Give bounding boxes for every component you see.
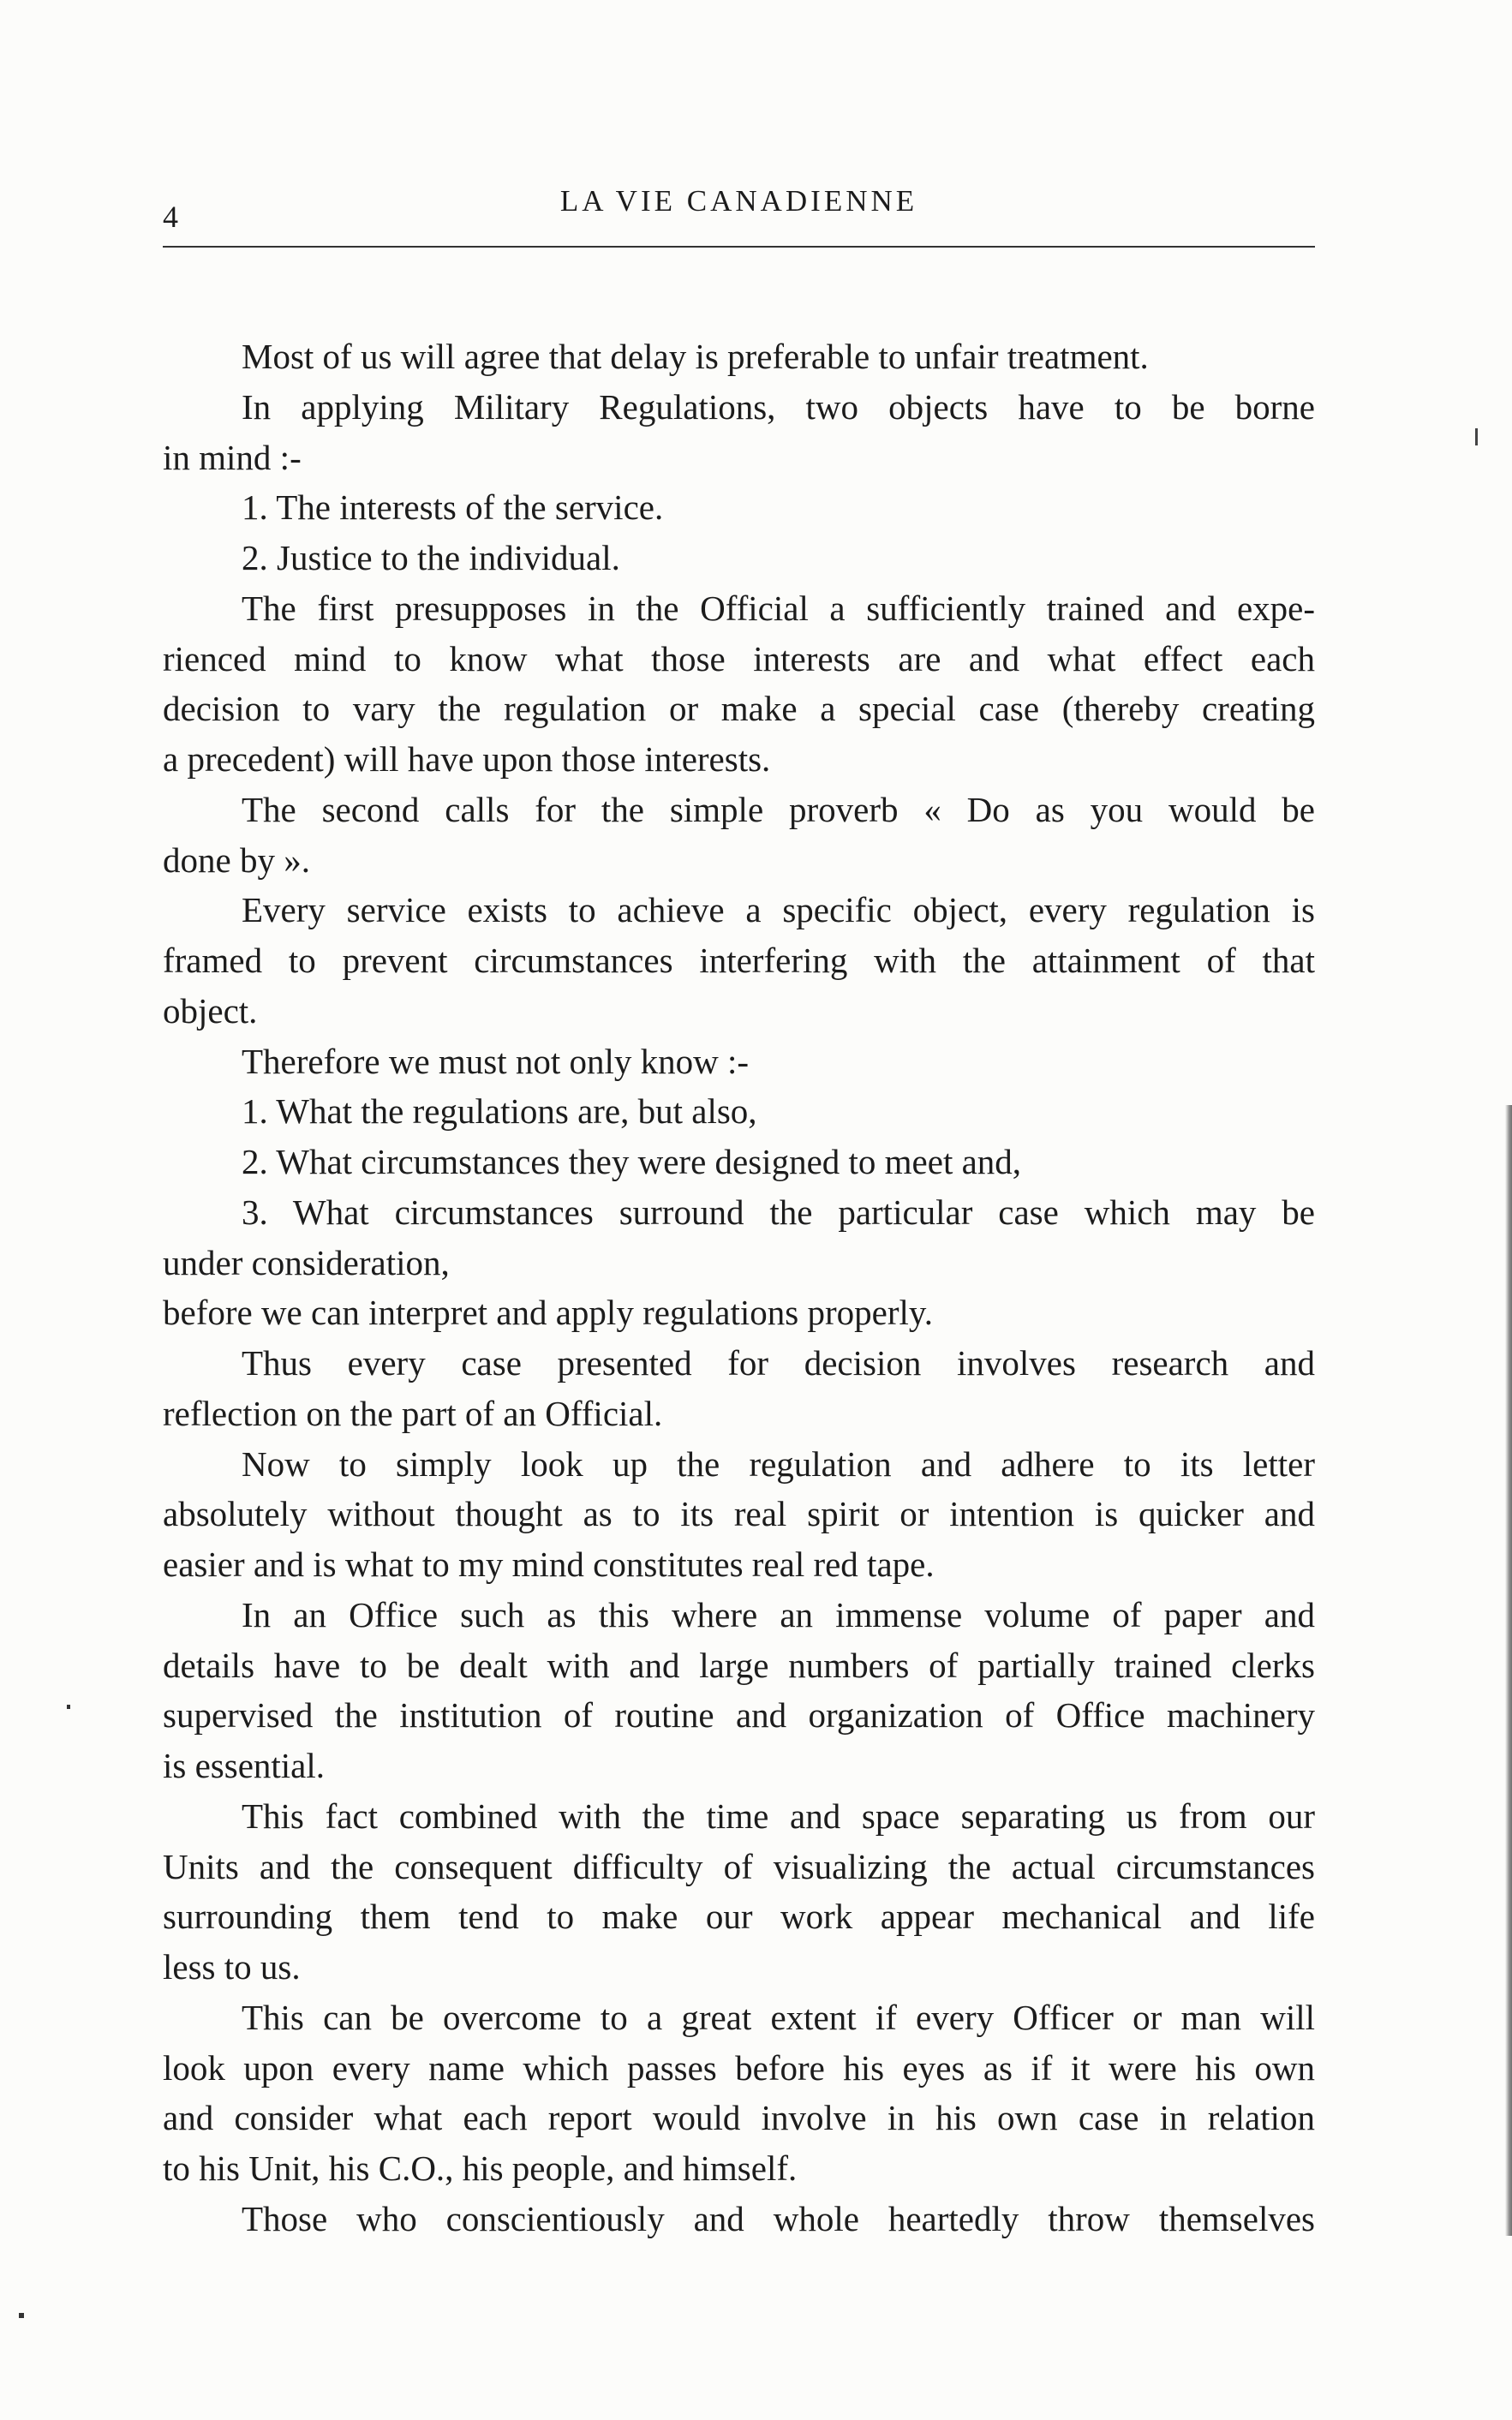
text-line: This can be overcome to a great extent if every Officer or man will (242, 1997, 1315, 2037)
text-line: object. (163, 990, 258, 1031)
text-line: Those who conscientiously and whole heartedly throw themselves (242, 2198, 1315, 2238)
text-line: Therefore we must not only know :- (242, 1041, 750, 1081)
text-line: in mind :- (163, 437, 302, 477)
text-line: 1. What the regulations are, but also, (242, 1091, 757, 1132)
text-line: to his Unit, his C.O., his people, and himself. (163, 2148, 798, 2188)
text-line: and consider what each report would involve in his own case in relation (163, 2098, 1315, 2138)
text-line: Units and the consequent difficulty of visualizing the actual circumstances (163, 1846, 1315, 1886)
text-line: Thus every case presented for decision involves research and (242, 1343, 1315, 1383)
text-line: This fact combined with the time and space separating us from our (242, 1796, 1315, 1836)
text-line: 2. What circumstances they were designed to meet and, (242, 1142, 1022, 1181)
speck (67, 1705, 70, 1709)
page-header (163, 176, 1315, 234)
text-line: 3. What circumstances surround the particular case which may be (242, 1192, 1315, 1232)
text-line: surrounding them tend to make our work appear mechanical and life (163, 1897, 1315, 1937)
text-line: Now to simply look up the regulation and adhere to its letter (242, 1443, 1315, 1484)
text-line: easier and is what to my mind constitutes real red tape. (163, 1545, 935, 1584)
text-line: under consideration, (163, 1242, 450, 1282)
text-line: less to us. (163, 1947, 301, 1987)
text-line: The second calls for the simple proverb « Do as you would be (242, 789, 1315, 829)
page-edge-shadow (1505, 1105, 1512, 2236)
text-line: 1. The interests of the service. (242, 487, 664, 528)
text-line: framed to prevent circumstances interfering with the attainment of that (163, 941, 1315, 980)
text-line: decision to vary the regulation or make a special case (thereby creating (163, 689, 1315, 729)
text-line: In an Office such as this where an immense volume of paper and (242, 1594, 1315, 1634)
text-line: details have to be dealt with and large numbers of partially trained clerks (163, 1645, 1315, 1685)
text-line: look upon every name which passes before his eyes as if it were his own (163, 2047, 1315, 2088)
margin-mark (1475, 428, 1478, 445)
text-line: 2. Justice to the individual. (242, 538, 620, 577)
header-rule (163, 246, 1315, 248)
text-line: In applying Military Regulations, two objects have to be borne (242, 386, 1315, 427)
running-title: LA VIE CANADIENNE (559, 184, 918, 218)
text-line: a precedent) will have upon those interests. (163, 739, 771, 779)
text-line: is essential. (163, 1746, 326, 1785)
text-line: The first presupposes in the Official a sufficiently trained and expe- (242, 588, 1315, 628)
text-line: Every service exists to achieve a specific object, every regulation is (242, 890, 1315, 930)
page-number: 4 (163, 200, 178, 234)
text-line: absolutely without thought as to its real spirit or intention is quicker and (163, 1494, 1315, 1534)
text-line: rienced mind to know what those interests are and what effect each (163, 638, 1315, 678)
text-line: done by ». (163, 840, 310, 880)
text-line: Most of us will agree that delay is preferable to unfair treatment. (242, 337, 1149, 376)
text-line: supervised the institution of routine and organization of Office machinery (163, 1695, 1315, 1736)
body-text (163, 332, 1315, 2244)
text-line: reflection on the part of an Official. (163, 1393, 663, 1433)
speck (19, 2313, 24, 2318)
text-line: before we can interpret and apply regulations properly. (163, 1293, 933, 1333)
